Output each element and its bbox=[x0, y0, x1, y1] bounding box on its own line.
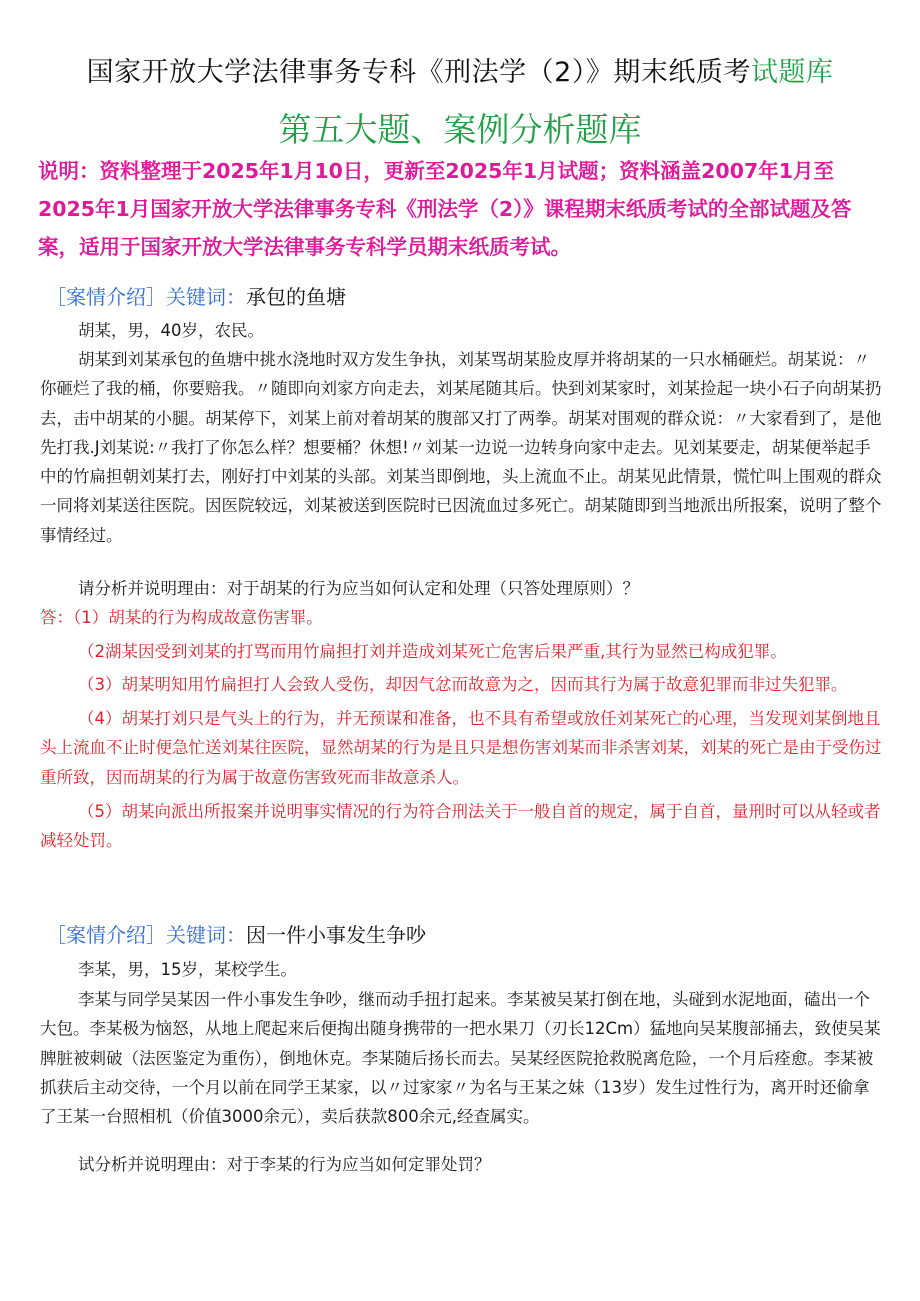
case2-keyword: 因一件小事发生争吵 bbox=[246, 923, 426, 947]
answer-item: （1）胡某的行为构成故意伤害罪。 bbox=[73, 608, 323, 627]
case1-heading bbox=[46, 281, 346, 310]
case2-facts: 李某与同学吴某因一件小事发生争吵，继而动手扭打起来。李某被吴某打倒在地，头碰到水泥地面，磕出一个大包。李某极为恼怒，从地上爬起来后便掏出随身携带的一把水果刀（刃长12Cm）猛地向吴某腹部捅去，致使吴某脾脏被刺破（法医鉴定为重伤），倒地休克。李某随后扬长而去。吴某经医院抢救脱离危险，一个月后痊愈。李某被抓获后主动交待，一个月以前在同学王某家，以〃过家家〃为名与王某之妹（13岁）发生过性行为，离开时还偷拿了王某一台照相机（价值3000余元），卖后获款800余元,经查属实。 bbox=[40, 990, 881, 1127]
document-title bbox=[40, 50, 880, 89]
case1-bracket: ［案情介绍］ bbox=[46, 285, 166, 309]
case2-person: 李某，男，15岁，某校学生。 bbox=[78, 960, 297, 979]
title-tail: 试题库 bbox=[750, 57, 834, 88]
answer-label: 答： bbox=[40, 608, 73, 627]
case1-answer-1 bbox=[40, 603, 882, 632]
case1-keyword-label: 关键词： bbox=[166, 285, 246, 309]
case1-answer-5: （5）胡某向派出所报案并说明事实情况的行为符合刑法关于一般自首的规定，属于自首，量刑时可以从轻或者减轻处罚。 bbox=[40, 802, 881, 851]
case2-question: 试分析并说明理由：对于李某的行为应当如何定罪处罚？ bbox=[78, 1155, 491, 1174]
case1-keyword: 承包的鱼塘 bbox=[246, 285, 346, 309]
case2-bracket: ［案情介绍］ bbox=[46, 923, 166, 947]
case1-answer-4: （4）胡某打刘只是气头上的行为，并无预谋和准备，也不具有希望或放任刘某死亡的心理，当发现刘某倒地且头上流血不止时便急忙送刘某往医院，显然胡某的行为是且只是想伤害刘某而非杀害刘某，刘某的死亡是由于受伤过重所致，因而胡某的行为属于故意伤害致死而非故意杀人。 bbox=[40, 709, 882, 787]
description-note bbox=[38, 152, 888, 266]
case1-answer-2: （2湖某因受到刘某的打骂而用竹扁担打刘并造成刘某死亡危害后果严重,其行为显然已构成犯罪。 bbox=[78, 642, 787, 661]
title-main: 国家开放大学法律事务专科《刑法学（2）》期末纸质考 bbox=[86, 57, 751, 88]
case1-question: 请分析并说明理由：对于胡某的行为应当如何认定和处理（只答处理原则）？ bbox=[78, 579, 639, 598]
section-subtitle: 第五大题、案例分析题库 bbox=[278, 110, 642, 149]
case1-person: 胡某，男，40岁，农民。 bbox=[78, 321, 264, 340]
case1-answer-3: （3）胡某明知用竹扁担打人会致人受伤，却因气忿而故意为之，因而其行为属于故意犯罪而非过失犯罪。 bbox=[78, 675, 848, 694]
case2-keyword-label: 关键词： bbox=[166, 923, 246, 947]
note-text: 说明：资料整理于2025年1月10日，更新至2025年1月试题；资料涵盖2007年1月至2025年1月国家开放大学法律事务专科《刑法学（2）》课程期末纸质考试的全部试题及答案，适用于国家开放大学法律事务专科学员期末纸质考试。 bbox=[38, 159, 852, 259]
case1-facts: 胡某到刘某承包的鱼塘中挑水浇地时双方发生争执，刘某骂胡某脸皮厚并将胡某的一只水桶砸烂。胡某说：〃你砸烂了我的桶，你要赔我。〃随即向刘家方向走去，刘某尾随其后。快到刘某家时，刘某捡起一块小石子向胡某扔去，击中胡某的小腿。胡某停下，刘某上前对着胡某的腹部又打了两拳。胡某对围观的群众说：〃大家看到了，是他先打我.J刘某说:〃我打了你怎么样？想要桶？休想!〃刘某一边说一边转身向家中走去。见刘某要走，胡某便举起手中的竹扁担朝刘某打去，刚好打中刘某的头部。刘某当即倒地，头上流血不止。胡某见此情景，慌忙叫上围观的群众一同将刘某送往医院。因医院较远，刘某被送到医院时已因流血过多死亡。胡某随即到当地派出所报案，说明了整个事情经过。 bbox=[40, 350, 882, 545]
case2-heading bbox=[46, 919, 426, 948]
